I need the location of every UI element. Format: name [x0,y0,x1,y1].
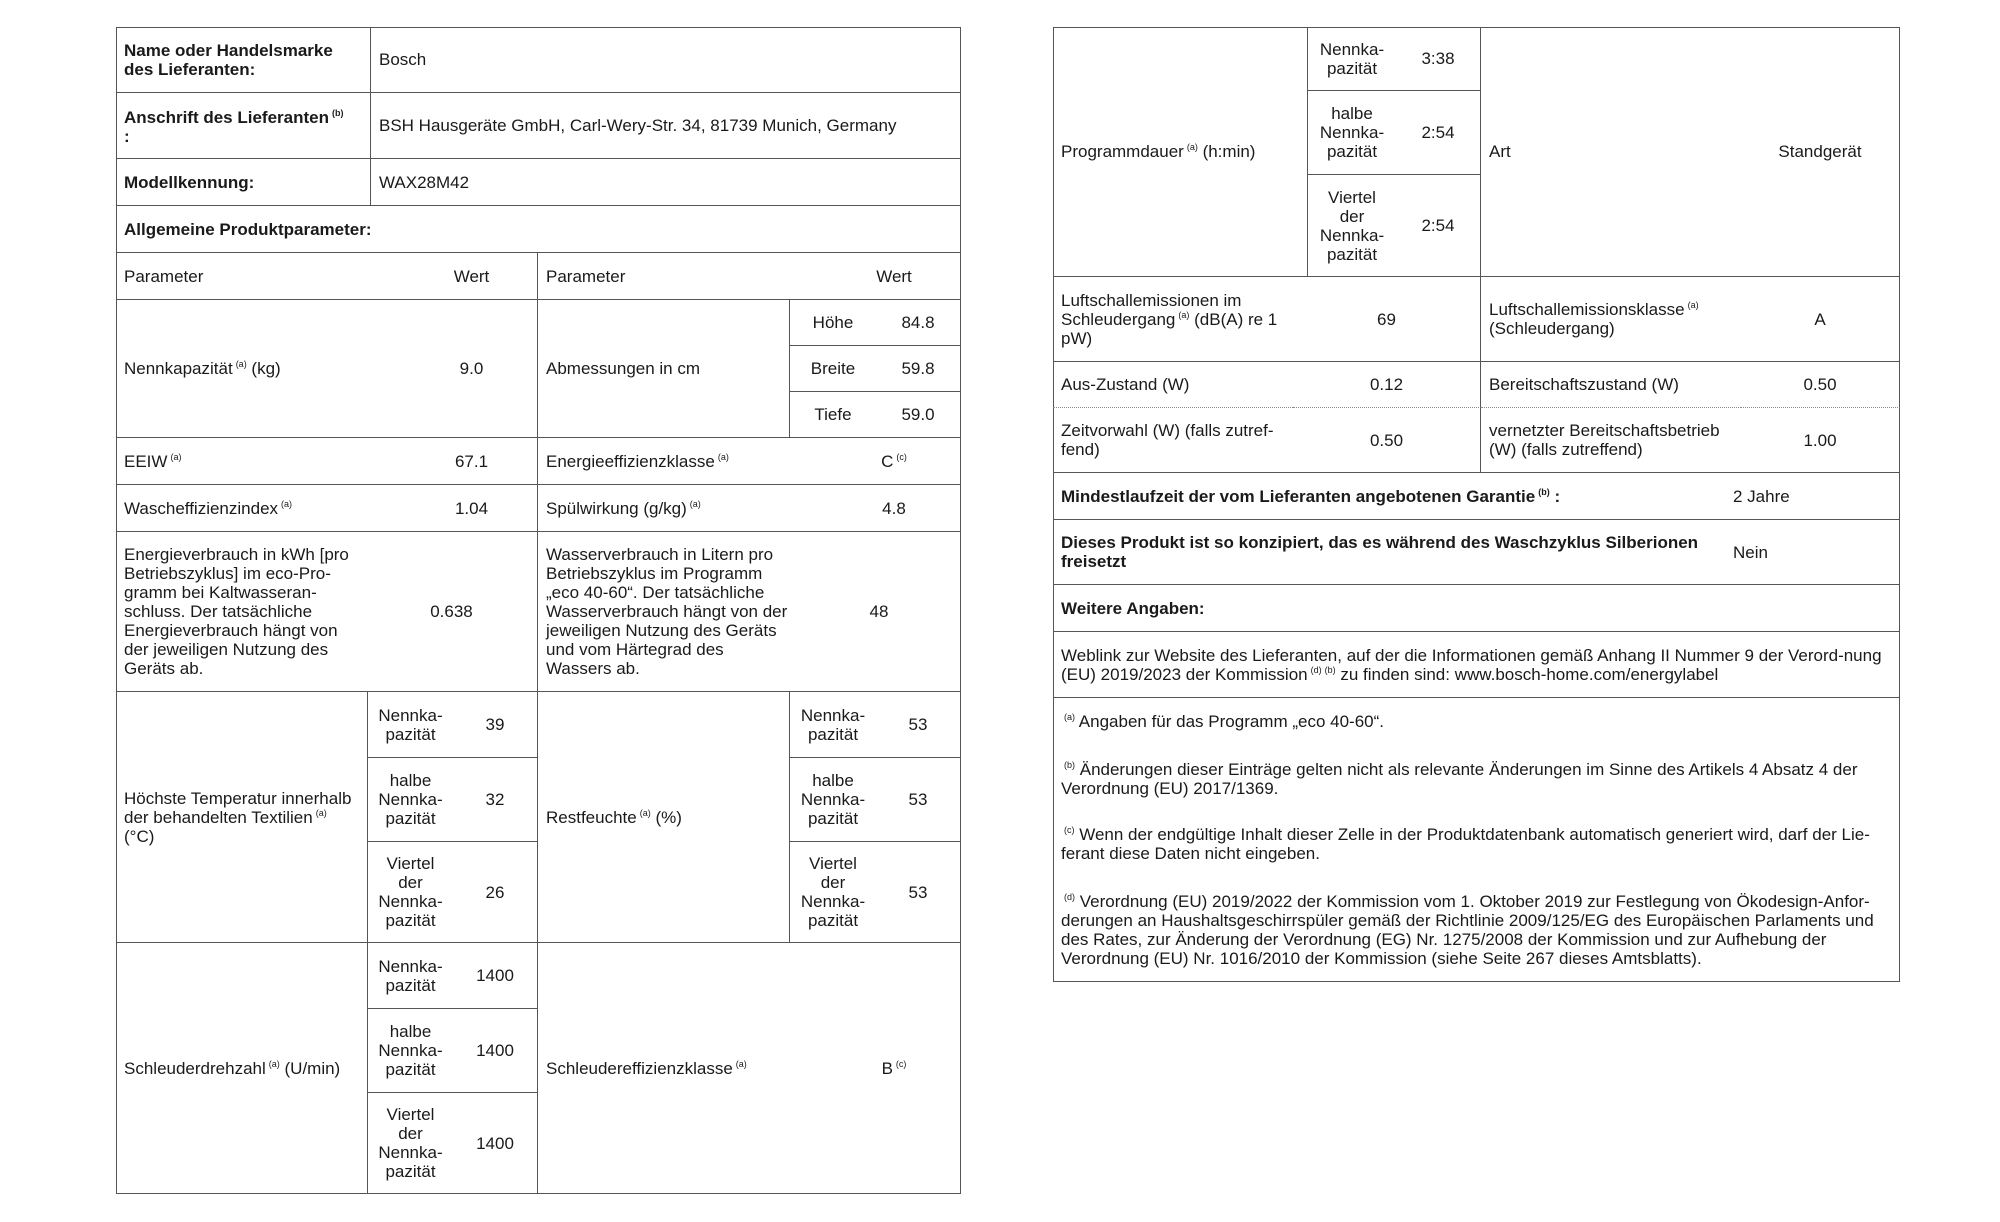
spin-quarter-label: Viertel der Nennka-pazität [368,1093,453,1194]
energy-consumption-value: 0.638 [366,532,538,692]
col-value-header: Wert [406,253,538,300]
spin-full-value: 1400 [453,943,538,1009]
max-temp-quarter-label: Viertel der Nennka-pazität [368,842,453,943]
moisture-half-value: 53 [876,758,961,842]
networked-standby-label: vernetzter Bereitschaftsbetrieb (W) (falls zutreffend) [1481,408,1741,473]
noise-class-value: A [1741,277,1900,362]
spin-class-value: B $^{(c)}$ [828,943,961,1194]
delay-start-label: Zeitvorwahl (W) (falls zutref-fend) [1053,408,1293,473]
max-temp-full-label: Nennka-pazität [368,692,453,758]
rinse-value: 4.8 [828,485,961,532]
spin-quarter-value: 1400 [453,1093,538,1194]
col-param-header: Parameter [116,253,406,300]
duration-full-value: 3:38 [1396,27,1481,91]
energy-class-label: Energieeffizienzklasse $^{(a)}$ [538,438,828,485]
silver-ions-label: Dieses Produkt ist so konzipiert, das es während des Waschzyklus Silberionen freisetzt [1053,520,1713,585]
max-temp-full-value: 39 [453,692,538,758]
moisture-quarter-value: 53 [876,842,961,943]
energy-class-value: C $^{(c)}$ [828,438,961,485]
footnote-a: $^{(a)}$ Angaben für das Programm „eco 40-60“. [1064,712,1385,731]
spin-speed-label: Schleuderdrehzahl $^{(a)}$ (U/min) [116,943,368,1194]
duration-half-value: 2:54 [1396,91,1481,175]
duration-quarter-label: Viertel der Nennka-pazität [1308,175,1396,277]
eeiw-value: 67.1 [406,438,538,485]
address-value: BSH Hausgeräte GmbH, Carl-Wery-Str. 34, 81739 Munich, Germany [371,93,961,159]
noise-label: Luftschallemissionen im Schleudergang $^{(a)}$ (dB(A) re 1 pW) [1053,277,1293,362]
supplier-name-label: Name oder Handelsmarke des Lieferanten: [116,27,371,93]
noise-value: 69 [1293,277,1481,362]
footnote-d: $^{(d)}$ Verordnung (EU) 2019/2022 der Kommission vom 1. Oktober 2019 zur Festlegung von Ökodesign-Anfor-derungen an Haushaltsgeschirrspüler gemäß der Richtlinie 2009/125/EG des Europäischen Parlaments und des Rates, zur Änderung der Verordnung (EG) Nr. 1275/2008 der Kommission und zur Aufhebung der Verordnung (EU) Nr. 1016/2010 der Kommission (siehe Seite 267 dieses Amtsblatts). [1061,892,1874,968]
duration-quarter-value: 2:54 [1396,175,1481,277]
rated-capacity-value: 9.0 [406,300,538,438]
width-value: 59.8 [876,346,961,392]
silver-ions-value: Nein [1713,520,1900,585]
energy-consumption-label: Energieverbrauch in kWh [pro Betriebszyklus] im eco-Pro-gramm bei Kaltwasseran-schluss. Der tatsächliche Energieverbrauch hängt von der jeweiligen Nutzung des Geräts ab. [116,532,366,692]
address-label: Anschrift des Lieferanten $^{(b)}$ : [116,93,371,159]
eeiw-label: EEIW $^{(a)}$ [116,438,406,485]
model-label: Modellkennung: [116,159,371,206]
water-consumption-label: Wasserverbrauch in Litern pro Betriebszyklus im Programm „eco 40-60“. Der tatsächliche Wasserverbrauch hängt von der jeweiligen Nutzung des Geräts und vom Härtegrad des Wassers ab. [538,532,798,692]
max-temp-quarter-value: 26 [453,842,538,943]
product-datasheet-table-continued [1053,27,1900,982]
spin-half-label: halbe Nennka-pazität [368,1009,453,1093]
noise-class-label: Luftschallemissionsklasse $^{(a)}$ (Schleudergang) [1481,277,1741,362]
product-datasheet-table [116,27,961,1194]
max-temp-label: Höchste Temperatur innerhalb der behandelten Textilien $^{(a)}$ (°C) [116,692,368,943]
delay-start-value: 0.50 [1293,408,1481,473]
model-value: WAX28M42 [371,159,961,206]
moisture-full-label: Nennka-pazität [790,692,876,758]
col-param-header-2: Parameter [538,253,828,300]
footnote-c: $^{(c)}$ Wenn der endgültige Inhalt dieser Zelle in der Produktdatenbank automatisch generiert wird, darf der Lie-ferant diese Daten nicht eingeben. [1061,825,1870,863]
water-consumption-value: 48 [798,532,961,692]
height-label: Höhe [790,300,876,346]
general-heading: Allgemeine Produktparameter: [116,206,961,253]
moisture-label: Restfeuchte $^{(a)}$ (%) [538,692,790,943]
moisture-half-label: halbe Nennka-pazität [790,758,876,842]
max-temp-half-value: 32 [453,758,538,842]
col-value-header-2: Wert [828,253,961,300]
wash-index-label: Wascheffizienzindex $^{(a)}$ [116,485,406,532]
spin-class-label: Schleudereffizienzklasse $^{(a)}$ [538,943,828,1194]
footnotes-block [1053,698,1900,982]
program-duration-label: Programmdauer $^{(a)}$ (h:min) [1053,27,1308,277]
spin-half-value: 1400 [453,1009,538,1093]
height-value: 84.8 [876,300,961,346]
dimensions-label: Abmessungen in cm [538,300,790,438]
depth-value: 59.0 [876,392,961,438]
standby-label: Bereitschaftszustand (W) [1481,362,1741,408]
warranty-value: 2 Jahre [1713,473,1900,520]
duration-full-label: Nennka-pazität [1308,27,1396,91]
moisture-quarter-label: Viertel der Nennka-pazität [790,842,876,943]
standby-value: 0.50 [1741,362,1900,408]
depth-label: Tiefe [790,392,876,438]
rated-capacity-label: Nennkapazität $^{(a)}$ (kg) [116,300,406,438]
duration-half-label: halbe Nennka-pazität [1308,91,1396,175]
off-mode-value: 0.12 [1293,362,1481,408]
further-info-heading: Weitere Angaben: [1053,585,1900,632]
footnote-b: $^{(b)}$ Änderungen dieser Einträge gelten nicht als relevante Änderungen im Sinne des Artikels 4 Absatz 4 der Verordnung (EU) 2017/1369. [1061,760,1858,798]
wash-index-value: 1.04 [406,485,538,532]
rinse-label: Spülwirkung (g/kg) $^{(a)}$ [538,485,828,532]
type-label: Art [1481,27,1741,277]
type-value: Standgerät [1741,27,1900,277]
spin-full-label: Nennka-pazität [368,943,453,1009]
max-temp-half-label: halbe Nennka-pazität [368,758,453,842]
supplier-weblink-row: Weblink zur Website des Lieferanten, auf der die Informationen gemäß Anhang II Nummer 9 der Verord-nung (EU) 2019/2023 der Kommission $^{(d)}$ $^{(b)}$ zu finden sind: www.bosch-home.com/energylabel [1053,632,1900,698]
supplier-name-value: Bosch [371,27,961,93]
networked-standby-value: 1.00 [1741,408,1900,473]
warranty-label: Mindestlaufzeit der vom Lieferanten angebotenen Garantie $^{(b)}$ : [1053,473,1713,520]
width-label: Breite [790,346,876,392]
off-mode-label: Aus-Zustand (W) [1053,362,1293,408]
moisture-full-value: 53 [876,692,961,758]
